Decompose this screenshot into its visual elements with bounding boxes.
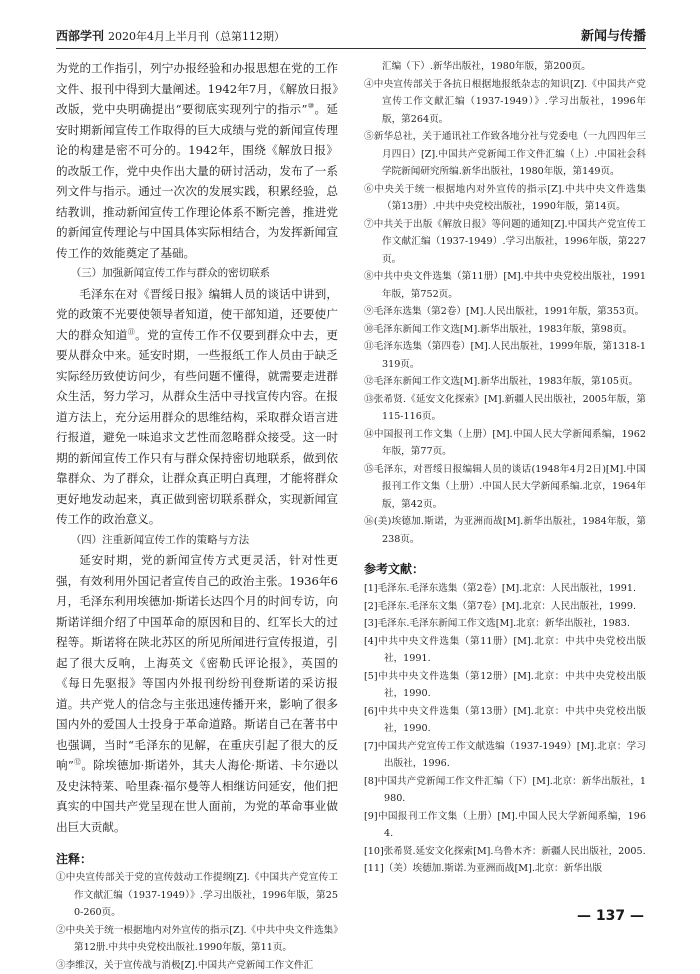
reference-item: [4]中共中央文件选集（第11册）[M].北京：中共中央党校出版社，1991.	[364, 633, 646, 668]
body-paragraph	[56, 550, 338, 837]
reference-item: [5]中共中央文件选集（第12册）[M].北京：中共中央党校出版社，1990.	[364, 668, 646, 703]
body-paragraph	[56, 58, 338, 263]
section-name: 新闻与传播	[581, 25, 646, 44]
footnote-ref: ⑪	[128, 328, 135, 336]
note-item: ①中央宣传部关于党的宣传鼓动工作提纲[Z].《中国共产党宣传工作文献汇编（1937-1949）》.学习出版社，1996年版，第250-260页。	[56, 869, 338, 922]
note-item: ⑥中央关于统一根据地内对外宣传的指示[Z].中共中央文件选集（第13册）.中共中央党校出版社，1990年版，第14页。	[364, 181, 646, 216]
note-item: ⑫毛泽东新闻工作文选[M].新华出版社，1983年版，第105页。	[364, 373, 646, 391]
page-number: — 137 —	[577, 908, 644, 924]
footnote-ref: ⑩	[307, 102, 314, 110]
footnote-ref: ⑫	[74, 758, 82, 766]
section-heading: （四）注重新闻宣传工作的策略与方法	[56, 530, 338, 551]
reference-item: [1]毛泽东.毛泽东选集（第2卷）[M].北京：人民出版社，1991.	[364, 580, 646, 598]
note-item: ⑪毛泽东选集（第四卷）[M].人民出版社，1999年版，第1318-1319页。	[364, 338, 646, 373]
reference-item: [3]毛泽东.毛泽东新闻工作文选[M].北京：新华出版社，1983.	[364, 615, 646, 633]
text-run: 为党的工作指引，列宁办报经验和办报思想在党的工作文件、报刊中得到大量阐述。1942年7月，《解放日报》改版，党中央明确提出“要彻底实现列宁的指示”	[56, 61, 338, 116]
issue-info: 2020年4月上半月刊（总第112期）	[108, 30, 285, 43]
header-rule	[56, 48, 646, 49]
note-item: ⑯(美)埃德加.斯诺，为亚洲而战[M].新华出版社，1984年版，第238页。	[364, 513, 646, 548]
reference-item: [7]中国共产党宣传工作文献选编（1937-1949）[M].北京：学习出版社，1996.	[364, 738, 646, 773]
reference-item: [11]（美）埃德加.斯诺.为亚洲而战[M].北京：新华出版	[364, 860, 646, 878]
note-item: ⑨毛泽东选集（第2卷）[M].人民出版社，1991年版，第353页。	[364, 303, 646, 321]
header-left	[56, 27, 285, 44]
text-run: 延安时期，党的新闻宣传方式更灵活，针对性更强，有效利用外国记者宣传自己的政治主张。1936年6月，毛泽东利用埃德加·斯诺长达四个月的时间专访，向斯诺详细介绍了中国革命的原因和目的、红军长大的过程等。斯诺将在陕北苏区的所见所闻进行宣传报道，引起了很大反响，上海英文《密勒氏评论报》，英国的《每日先驱报》等国内外报刊纷纷刊登斯诺的采访报道。共产党人的信念与主张迅速传播开来，影响了很多国内外的爱国人士投身于革命道路。斯诺自己在著书中也强调，当时“毛泽东的见解，在重庆引起了很大的反响”	[56, 553, 338, 772]
journal-name: 西部学刊	[56, 29, 104, 43]
reference-item: [2]毛泽东.毛泽东文集（第7卷）[M].北京：人民出版社，1999.	[364, 598, 646, 616]
reference-item: [10]张希贤.延安文化探索[M].乌鲁木齐：新疆人民出版社，2005.	[364, 843, 646, 861]
note-item: ⑧中共中央文件选集（第11册）[M].中共中央党校出版社，1991年版，第752页。	[364, 268, 646, 303]
text-run: 。党的宣传工作不仅要到群众中去，更要从群众中来。延安时期，一些报纸工作人员由于缺乏实际经历致使访问少，有些问题不懂得，就需要走进群众生活，努力学习，从群众生活中寻找宣传内容。在报道方法上，充分运用群众的思维结构，采取群众语言进行报道，避免一味追求文艺性而忽略群众接受。这一时期的新闻宣传工作只有与群众保持密切地联系，做到依靠群众、为了群众，让群众真正明白真理，才能将群众更好地发动起来，真正做到密切联系群众，实现新闻宣传工作的政治意义。	[56, 328, 338, 527]
body-paragraph	[56, 284, 338, 530]
text-run: 。延安时期新闻宣传工作取得的巨大成绩与党的新闻宣传理论的构建是密不可分的。1942年，围绕《解放日报》的改版工作，党中央作出大量的研讨活动，发布了一系列文件与指示。通过一次次的发展实践，积累经验，总结教训，推动新闻宣传工作理论体系不断完善，推进党的新闻宣传理论与中国具体实际相结合，为发挥新闻宣传工作的效能奠定了基础。	[56, 102, 338, 260]
note-item: ⑮毛泽东，对晋绥日报编辑人员的谈话(1948年4月2日)[M].中国报刊工作文集（上册）.中国人民大学新闻系编.北京，1964年版，第42页。	[364, 461, 646, 514]
page-header	[56, 24, 646, 46]
note-item: ⑩毛泽东新闻工作文选[M].新华出版社，1983年版，第98页。	[364, 321, 646, 339]
reference-item: [6]中共中央文件选集（第13册）[M].北京：中共中央党校出版社，1990.	[364, 703, 646, 738]
note-item: ②中央关于统一根据地内对外宣传的指示[Z].《中共中央文件选集》第12册.中共中央党校出版社.1990年版，第11页。	[56, 922, 338, 957]
text-run: 毛泽东在对《晋绥日报》编辑人员的谈话中讲到，党的政策不光要使领导者知道，使干部知道，还要使广大的群众知道	[56, 287, 338, 342]
note-item: ④中央宣传部关于各抗日根据地报纸杂志的知识[Z].《中国共产党宣传工作文献汇编（1937-1949）》.学习出版社，1996年版，第264页。	[364, 76, 646, 129]
note-item: ⑭中国报刊工作文集（上册）[M].中国人民大学新闻系编，1962年版，第77页。	[364, 426, 646, 461]
section-heading: （三）加强新闻宣传工作与群众的密切联系	[56, 263, 338, 284]
note-item: ⑤新华总社，关于通讯社工作致各地分社与党委电（一九四四年三月四日）[Z].中国共产党新闻工作文件汇编（上）.中国社会科学院新闻研究所编.新华出版社，1980年版，第149页。	[364, 128, 646, 181]
notes-title: 注释：	[56, 849, 338, 869]
reference-item: [8]中国共产党新闻工作文件汇编（下）[M].北京：新华出版社，1980.	[364, 773, 646, 808]
left-column	[56, 58, 338, 974]
reference-item: [9]中国报刊工作文集（上册）[M].中国人民大学新闻系编，1964.	[364, 808, 646, 843]
note-item: ③李维汉，关于宣传战与消极[Z].中国共产党新闻工作文件汇	[56, 957, 338, 974]
references-title: 参考文献：	[364, 558, 646, 580]
right-column	[364, 58, 646, 878]
note-item: ⑬张希贤.《延安文化探索》[M].新疆人民出版社，2005年版，第115-116页。	[364, 391, 646, 426]
text-run: 。除埃德加·斯诺外，其夫人海伦·斯诺、卡尔逊以及史沫特莱、哈里森·福尔曼等人相继访问延安，他们把真实的中国共产党呈现在世人面前，为党的革命事业做出巨大贡献。	[56, 758, 338, 834]
note-item: ⑦中共关于出版《解放日报》等问题的通知[Z].中国共产党宣传工作文献汇编（1937-1949）.学习出版社，1996年版，第227页。	[364, 216, 646, 269]
note-item: 汇编（下）.新华出版社，1980年版，第200页。	[364, 58, 646, 76]
